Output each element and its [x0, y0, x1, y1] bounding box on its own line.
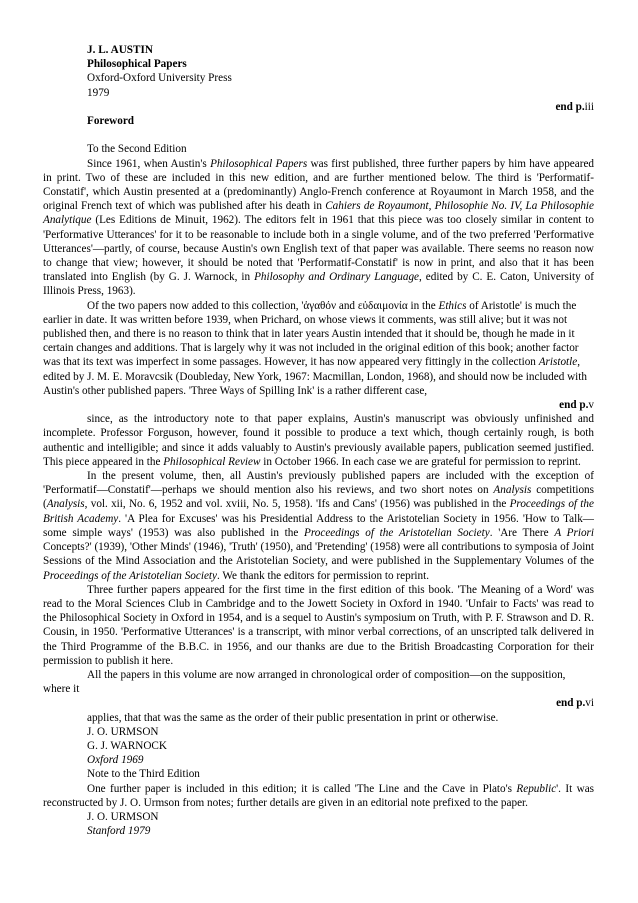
author-name: J. L. AUSTIN	[87, 44, 153, 56]
paragraph-2-continued: since, as the introductory note to that paper explains, Austin's manuscript was obviously unfinished and incomplete. Professor Forguson, however, found it possible to produce a text which, though certainly rough, is both authentic and intelligible; and since it adds valuably to Austin's previously available papers, publication seemed justified. This piece appeared in the Philosophical Review in October 1966. In each case we are grateful for permission to reprint.	[43, 413, 594, 468]
page-marker-iii	[43, 100, 594, 114]
paragraph-3: In the present volume, then, all Austin's previously published papers are included with the exception of 'Performatif—Constatif'—perhaps we should mention also his reviews, and two short notes on Analysis competitions (Analysis, vol. xii, No. 6, 1952 and vol. xviii, No. 5, 1958). 'Ifs and Cans' (1956) was published in the Proceedings of the British Academy. 'A Plea for Excuses' was his Presidential Address to the Aristotelian Society in 1956. 'How to Talk—some simple ways' (1953) was also published in the Proceedings of the Aristotelian Society. 'Are There A Priori Concepts?' (1939), 'Other Minds' (1946), 'Truth' (1950), and 'Pretending' (1958) were all contributions to symposia of Joint Sessions of the Mind Association and the Aristotelian Society, and were published in the Supplementary Volumes of the Proceedings of the Aristotelian Society. We thank the editors for permission to reprint.	[43, 470, 595, 582]
signature-name: J. O. URMSON	[87, 810, 159, 823]
paragraph-6: One further paper is included in this edition; it is called 'The Line and the Cave in Plato's Republic'. It was reconstructed by J. O. Urmson from notes; further details are given in an editorial note prefixed to the paper.	[43, 782, 595, 809]
paragraph-1: Since 1961, when Austin's Philosophical Papers was first published, three further papers by him have appeared in print. Two of these are included in this new edition, and are further mentioned below. The third is 'Performatif-Constatif', which Austin presented at a (predominantly) Anglo-French conference at Royaumont in March 1958, and the original French text of which was published after his death in Cahiers de Royaumont, Philosophie No. IV, La Philosophie Analytique (Les Editions de Minuit, 1962). The editors felt in 1961 that this piece was too closely similar in content to 'Performative Utterances' for it to be reasonable to include both in a single volume, and of the two preferred 'Performative Utterances'—partly, of course, because Austin's own English text of that paper was available. There seems no reason now to change that view; however, it should be noted that 'Performatif-Constatif' is now in print, and also that it has been translated into English (by G. J. Warnock, in Philosophy and Ordinary Language, edited by C. E. Caton, University of Illinois Press, 1963).	[43, 157, 595, 298]
signature-name: J. O. URMSON	[87, 725, 159, 738]
paragraph-5: All the papers in this volume are now arranged in chronological order of composition—on the supposition, where it	[43, 668, 566, 696]
page-marker-v	[43, 398, 594, 412]
subheading-third-edition: Note to the Third Edition	[87, 768, 200, 781]
subheading-second-edition: To the Second Edition	[87, 143, 187, 156]
paragraph-2: Of the two papers now added to this collection, 'ἀγαθόν and εὐδαιμονία in the Ethics of Aristotle' is much the earlier in date. It was written before 1939, when Prichard, on whose views it comments, was still alive; but it was not published then, and there is no reason to think that in later years Austin intended that it should be, though he made in it certain changes and additions. That is largely why it was not included in the original edition of this book; another factor was that its text was imperfect in some passages. However, it has now appeared very fittingly in the collection Aristotle, edited by J. M. E. Moravcsik (Doubleday, New York, 1967: Macmillan, London, 1968), and should now be included with Austin's other published papers. 'Three Ways of Spilling Ink' is a rather different case,	[43, 299, 587, 397]
page-marker-vi	[43, 696, 594, 710]
page-marker-label: end p.	[559, 399, 589, 412]
paragraph-5-continued: applies, that that was the same as the order of their public presentation in print or otherwise.	[87, 711, 499, 724]
page-marker-label: end p.	[556, 697, 586, 710]
signature-place-date: Stanford 1979	[87, 825, 151, 838]
section-heading-foreword: Foreword	[87, 115, 135, 128]
paragraph-4: Three further papers appeared for the first time in the first edition of this book. 'The Meaning of a Word' was read to the Moral Sciences Club in Cambridge and to the Jowett Society in Oxford in 1940. 'Unfair to Facts' was read to the Philosophical Society in Oxford in 1954, and is a sequel to Austin's symposium on Truth, with P. F. Strawson and D. R. Cousin, in 1950. 'Performative Utterances' is a transcript, with minor verbal corrections, of an unscripted talk delivered in the Third Programme of the B.B.C. in 1956, and our thanks are due to the British Broadcasting Corporation for their permission to publish it here.	[43, 583, 594, 667]
page-marker-number: v	[588, 399, 594, 412]
publication-year: 1979	[87, 86, 110, 99]
page-marker-label: end p.	[555, 100, 585, 113]
signature-name: G. J. WARNOCK	[87, 739, 167, 752]
page-marker-number: iii	[584, 100, 594, 113]
spacer	[43, 128, 594, 142]
book-title: Philosophical Papers	[87, 58, 187, 71]
signature-place-date: Oxford 1969	[87, 754, 144, 767]
page-marker-number: vi	[585, 697, 594, 710]
publisher: Oxford-Oxford University Press	[87, 72, 232, 85]
